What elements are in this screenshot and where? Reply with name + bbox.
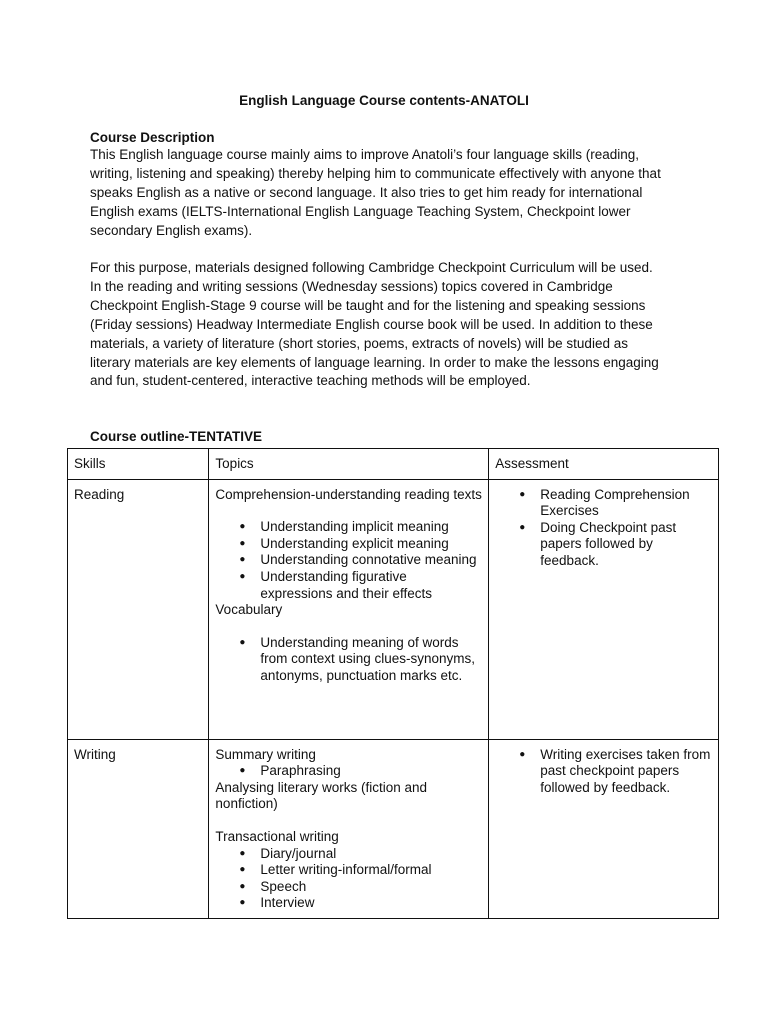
header-topics: Topics: [209, 449, 489, 480]
bullet-icon: ●: [239, 521, 246, 533]
bullet-icon: ●: [239, 570, 246, 582]
list-item: ● Understanding explicit meaning: [239, 535, 449, 551]
summary-writing-list: [215, 763, 482, 780]
skill-writing: Writing: [68, 739, 209, 918]
paragraph-line: and fun, student-centered, interactive teaching methods will be employed.: [90, 373, 531, 389]
vocabulary-list: [215, 635, 482, 685]
topic-intro: Comprehension-understanding reading texts: [215, 486, 482, 502]
list-item: ● Writing exercises taken from past checkpoint papers followed by feedback.: [519, 746, 711, 795]
list-item: ● Understanding figurative expressions and their effects: [239, 568, 433, 601]
list-item: ● Understanding implicit meaning: [239, 519, 449, 535]
paragraph-line: secondary English exams).: [90, 222, 253, 238]
paragraph-line: For this purpose, materials designed following Cambridge Checkpoint Curriculum will be used.: [90, 260, 653, 275]
transactional-writing-list: [215, 846, 482, 912]
summary-writing-heading: Summary writing: [215, 746, 316, 762]
bullet-icon: ●: [239, 636, 246, 648]
course-outline-table: [67, 448, 719, 919]
bullet-icon: ●: [239, 847, 246, 859]
table-row-writing: [68, 739, 719, 918]
course-outline-heading: Course outline-TENTATIVE: [90, 429, 262, 444]
reading-assessment-list: [495, 487, 712, 570]
writing-assessment-list: [495, 747, 712, 797]
paragraph-line: This English language course mainly aims to improve Anatoli’s four language skills (reading,: [90, 147, 640, 162]
course-description-heading: Course Description: [90, 130, 215, 145]
topics-writing: [209, 739, 489, 918]
reading-topic-list: [215, 519, 482, 602]
list-item: ● Understanding connotative meaning: [239, 552, 477, 568]
assessment-writing: [489, 739, 719, 918]
paragraph-line: In the reading and writing sessions (Wednesday sessions) topics covered in Cambridge: [90, 278, 613, 294]
paragraph-line: Checkpoint English-Stage 9 course will be taught and for the listening and speaking sessions: [90, 297, 646, 313]
document-title: English Language Course contents-ANATOLI: [239, 93, 529, 108]
skill-reading: Reading: [68, 479, 209, 739]
table-row-reading: [68, 479, 719, 739]
transactional-writing-heading: Transactional writing: [215, 828, 339, 844]
paragraph-line: (Friday sessions) Headway Intermediate English course book will be used. In addition to these: [90, 316, 653, 332]
header-skills: Skills: [68, 449, 209, 480]
bullet-icon: ●: [519, 521, 526, 533]
bullet-icon: ●: [239, 554, 246, 566]
list-item: ● Diary/journal: [239, 845, 337, 861]
topics-reading: [209, 479, 489, 739]
vocabulary-heading: Vocabulary: [215, 602, 283, 618]
bullet-icon: ●: [239, 864, 246, 876]
list-item: ● Doing Checkpoint past papers followed by feedback.: [519, 519, 677, 568]
bullet-icon: ●: [239, 897, 246, 909]
list-item: ● Interview: [239, 895, 315, 911]
paragraph-line: writing, listening and speaking) thereby helping him to communicate effectively with anyone that: [90, 165, 661, 181]
list-item: ● Paraphrasing: [239, 763, 341, 779]
table-header-row: [68, 449, 719, 480]
paragraph-line: materials, a variety of literature (short stories, poems, extracts of novels) will be studied as: [90, 335, 628, 351]
assessment-reading: [489, 479, 719, 739]
bullet-icon: ●: [519, 488, 526, 500]
bullet-icon: ●: [239, 765, 246, 777]
list-item: ● Letter writing-informal/formal: [239, 862, 432, 878]
course-materials-paragraph: [90, 259, 680, 391]
list-item: ● Understanding meaning of words from context using clues-synonyms, antonyms, punctuation marks etc.: [239, 634, 476, 683]
course-description-paragraph: [90, 146, 680, 241]
paragraph-line: English exams (IELTS-International English Language Teaching System, Checkpoint lower: [90, 203, 631, 219]
header-assessment: Assessment: [489, 449, 719, 480]
paragraph-line: speaks English as a native or second language. It also tries to get him ready for international: [90, 184, 643, 200]
list-item: ● Reading Comprehension Exercises: [519, 486, 690, 519]
bullet-icon: ●: [239, 537, 246, 549]
bullet-icon: ●: [239, 880, 246, 892]
bullet-icon: ●: [519, 748, 526, 760]
paragraph-line: literary materials are key elements of language learning. In order to make the lessons engaging: [90, 354, 659, 370]
analysing-literary-works: Analysing literary works (fiction and nonfiction): [215, 779, 428, 812]
list-item: ● Speech: [239, 878, 307, 894]
